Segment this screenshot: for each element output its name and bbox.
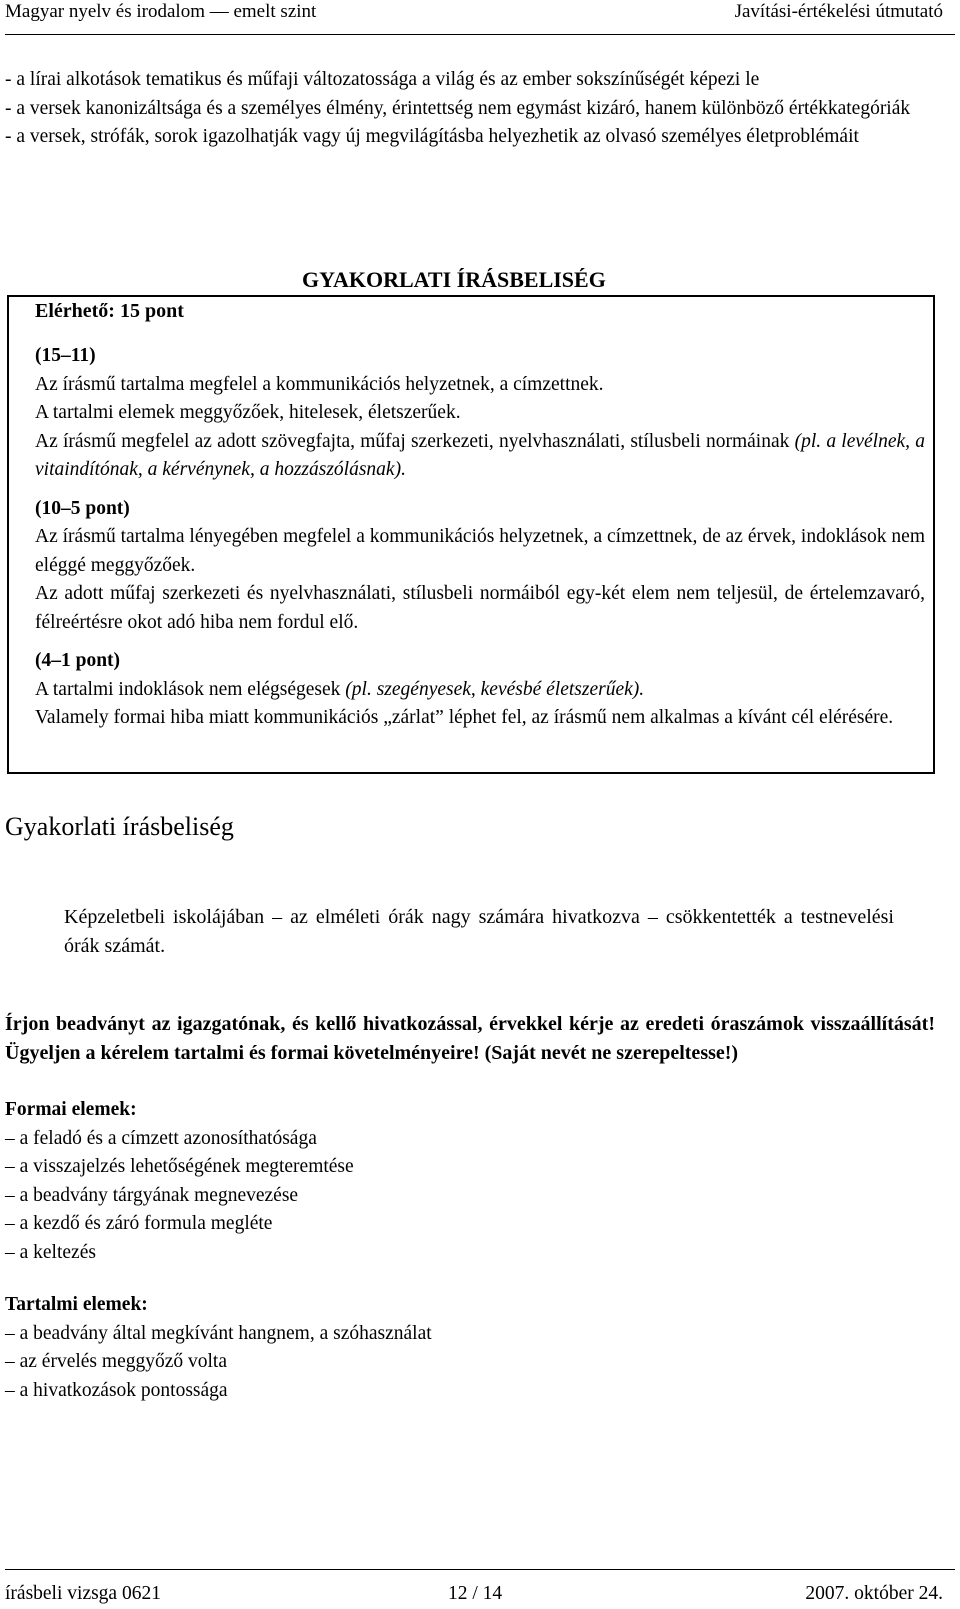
content-elements [5, 1291, 705, 1405]
points-label: Elérhető: 15 pont [35, 300, 184, 322]
formal-heading: Formai elemek: [5, 1099, 137, 1120]
grading-criteria [35, 342, 925, 733]
formal-elements [5, 1096, 705, 1267]
intro-item: - a versek, strófák, sorok igazolhatják vagy új megvilágításba helyezhetik az olvasó személyes életproblémáit [5, 126, 859, 147]
header-subject: Magyar nyelv és irodalom — emelt szint [5, 1, 317, 22]
band-range: (15–11) [35, 345, 96, 366]
criteria-line: Az írásmű tartalma megfelel a kommunikációs helyzetnek, a címzettnek. [35, 373, 604, 395]
list-item: – a hivatkozások pontossága [5, 1379, 228, 1401]
task-instruction: Írjon beadványt az igazgatónak, és kellő hivatkozással, érvekkel kérje az eredeti óraszámok visszaállítását! Ügyeljen a kérelem tartalmi és formai követelményeire! (Saját nevét ne szerepeltesse!) [5, 1013, 935, 1064]
section-heading: Gyakorlati írásbeliség [5, 812, 234, 841]
box-title: GYAKORLATI ÍRÁSBELISÉG [302, 267, 606, 292]
criteria-text: Az írásmű megfelel az adott szövegfajta, műfaj szerkezeti, nyelvhasználati, stílusbeli normáinak [35, 430, 795, 452]
intro-item: - a versek kanonizáltsága és a személyes élmény, érintettség nem egymást kizáró, hanem különböző értékkategóriák [5, 97, 911, 119]
band-range: (10–5 pont) [35, 497, 130, 519]
criteria-example: (pl. a levélnek, a vitaindítónak, a kérvénynek, a hozzászólásnak). [35, 430, 925, 480]
criteria-example: (pl. szegényesek, kevésbé életszerűek). [345, 678, 645, 700]
intro-list [5, 66, 935, 152]
band-range: (4–1 pont) [35, 650, 121, 671]
intro-item: - a lírai alkotások tematikus és műfaji változatossága a világ és az ember sokszínűségét képezi le [5, 69, 760, 90]
footer-exam-code: írásbeli vizsga 0621 [5, 1583, 161, 1604]
list-item: – a kezdő és záró formula megléte [5, 1213, 273, 1234]
footer-page-number: 12 / 14 [448, 1583, 503, 1604]
criteria-line: Az írásmű tartalma lényegében megfelel a kommunikációs helyzetnek, a címzettnek, de az érvek, indoklások nem eléggé meggyőzőek. [35, 526, 925, 576]
criteria-line: Az adott műfaj szerkezeti és nyelvhasználati, stílusbeli normáiból egy-két elem nem teljesül, de értelemzavaró, félreértésre okot adó hiba nem fordul elő. [35, 583, 925, 633]
list-item: – a visszajelzés lehetőségének megteremtése [5, 1156, 354, 1177]
criteria-line: A tartalmi elemek meggyőzőek, hitelesek, életszerűek. [35, 402, 461, 423]
header-doc-type: Javítási-értékelési útmutató [734, 1, 943, 22]
task-text: Képzeletbeli iskolájában – az elméleti órák nagy számára hivatkozva – csökkentették a testnevelési órák számát. [64, 906, 894, 957]
criteria-line [35, 428, 925, 485]
page-header [0, 0, 960, 30]
criteria-line: Valamely formai hiba miatt kommunikációs „zárlat” léphet fel, az írásmű nem alkalmas a kívánt cél elérésére. [35, 707, 894, 728]
criteria-line [35, 676, 925, 705]
list-item: – a keltezés [5, 1241, 96, 1263]
criteria-text: A tartalmi indoklások nem elégségesek [35, 678, 346, 700]
footer-date: 2007. október 24. [805, 1583, 943, 1604]
list-item: – a feladó és a címzett azonosíthatósága [5, 1127, 317, 1149]
header-rule [5, 34, 955, 35]
list-item: – az érvelés meggyőző volta [5, 1351, 227, 1372]
footer-rule [5, 1569, 955, 1570]
list-item: – a beadvány által megkívánt hangnem, a szóhasználat [5, 1322, 432, 1344]
content-heading: Tartalmi elemek: [5, 1294, 148, 1315]
list-item: – a beadvány tárgyának megnevezése [5, 1184, 299, 1206]
